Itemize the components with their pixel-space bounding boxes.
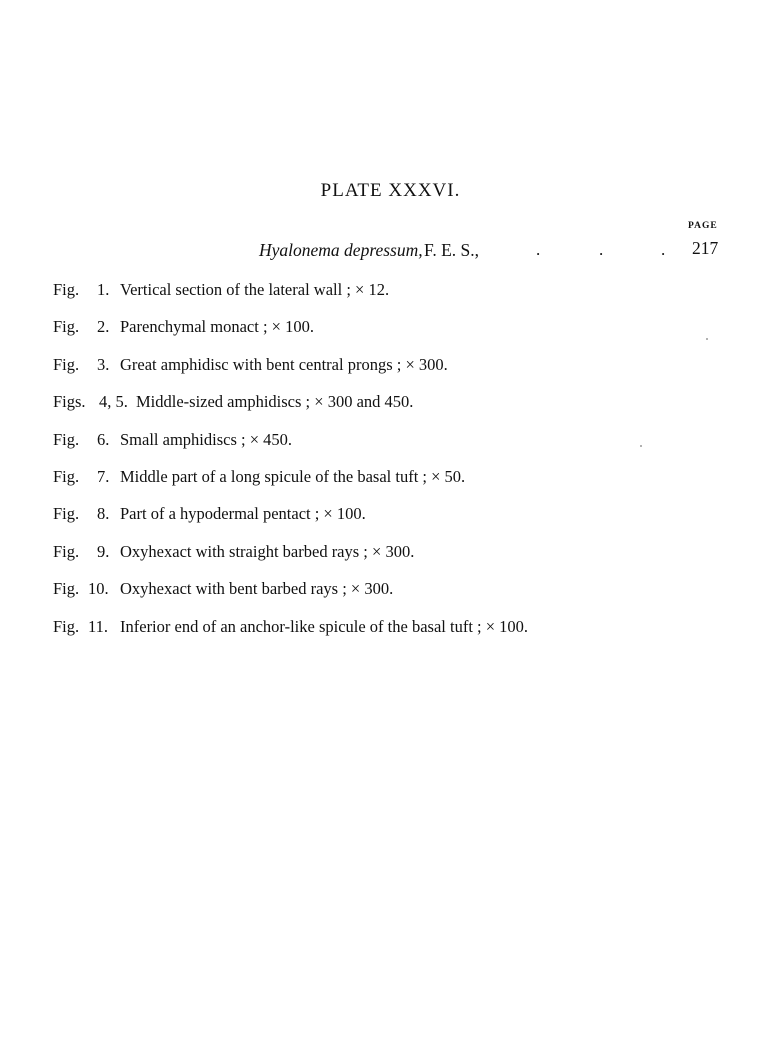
figure-label: Fig.	[53, 541, 80, 561]
figure-caption: Part of a hypodermal pentact ; × 100.	[120, 504, 366, 524]
figure-caption: Oxyhexact with straight barbed rays ; × 300.	[120, 541, 415, 561]
figure-entry	[53, 579, 733, 616]
figure-label: Fig.	[53, 504, 80, 524]
figure-number: 9.	[97, 541, 110, 561]
leader-dot: .	[661, 240, 666, 259]
paper-speck	[640, 445, 642, 447]
figure-label: Fig.	[53, 579, 80, 599]
figure-label: Fig.	[53, 317, 80, 337]
figure-caption: Middle part of a long spicule of the basal tuft ; × 50.	[120, 466, 466, 486]
figure-label: Fig.	[53, 429, 80, 449]
figure-label: Fig.	[53, 466, 80, 486]
figure-number: 4, 5.	[99, 392, 128, 412]
figure-label: Fig.	[53, 354, 80, 374]
page-column-label: PAGE	[688, 221, 718, 231]
figure-number: 10.	[88, 579, 109, 599]
figure-entry	[53, 317, 733, 354]
figure-label: Figs.	[53, 392, 86, 412]
figure-entry	[53, 617, 733, 654]
leader-dot: .	[536, 240, 541, 259]
figure-number: 6.	[97, 429, 110, 449]
figure-number: 8.	[97, 504, 110, 524]
species-name: Hyalonema depressum,	[259, 240, 423, 260]
figure-number: 11.	[88, 616, 109, 636]
species-heading-line	[0, 240, 776, 264]
plate-title	[0, 180, 776, 202]
leader-dot: .	[599, 240, 604, 259]
figure-entry	[53, 355, 733, 392]
page-number: 217	[692, 238, 719, 258]
figure-caption: Parenchymal monact ; × 100.	[120, 317, 314, 337]
figure-label: Fig.	[53, 616, 80, 636]
figure-label: Fig.	[53, 280, 80, 299]
species-author: F. E. S.,	[424, 240, 480, 260]
figure-number: 7.	[97, 466, 110, 486]
paper-speck	[706, 338, 708, 340]
figure-entry	[53, 280, 733, 317]
figure-caption: Great amphidisc with bent central prongs ; × 300.	[120, 354, 448, 374]
figure-entry	[53, 392, 733, 429]
figure-list	[53, 280, 733, 654]
figure-caption: Small amphidiscs ; × 450.	[120, 429, 293, 449]
figure-entry	[53, 542, 733, 579]
figure-entry	[53, 504, 733, 541]
figure-caption: Oxyhexact with bent barbed rays ; × 300.	[120, 579, 394, 599]
figure-caption: Inferior end of an anchor-like spicule of the basal tuft ; × 100.	[120, 616, 529, 636]
figure-number: 2.	[97, 317, 110, 337]
figure-caption: Middle-sized amphidiscs ; × 300 and 450.	[136, 392, 414, 412]
figure-entry	[53, 467, 733, 504]
plate-title-text: PLATE XXXVI.	[320, 180, 461, 201]
figure-entry	[53, 430, 733, 467]
figure-caption: Vertical section of the lateral wall ; × 12.	[120, 280, 390, 299]
figure-number: 3.	[97, 354, 110, 374]
figure-number: 1.	[97, 280, 110, 299]
